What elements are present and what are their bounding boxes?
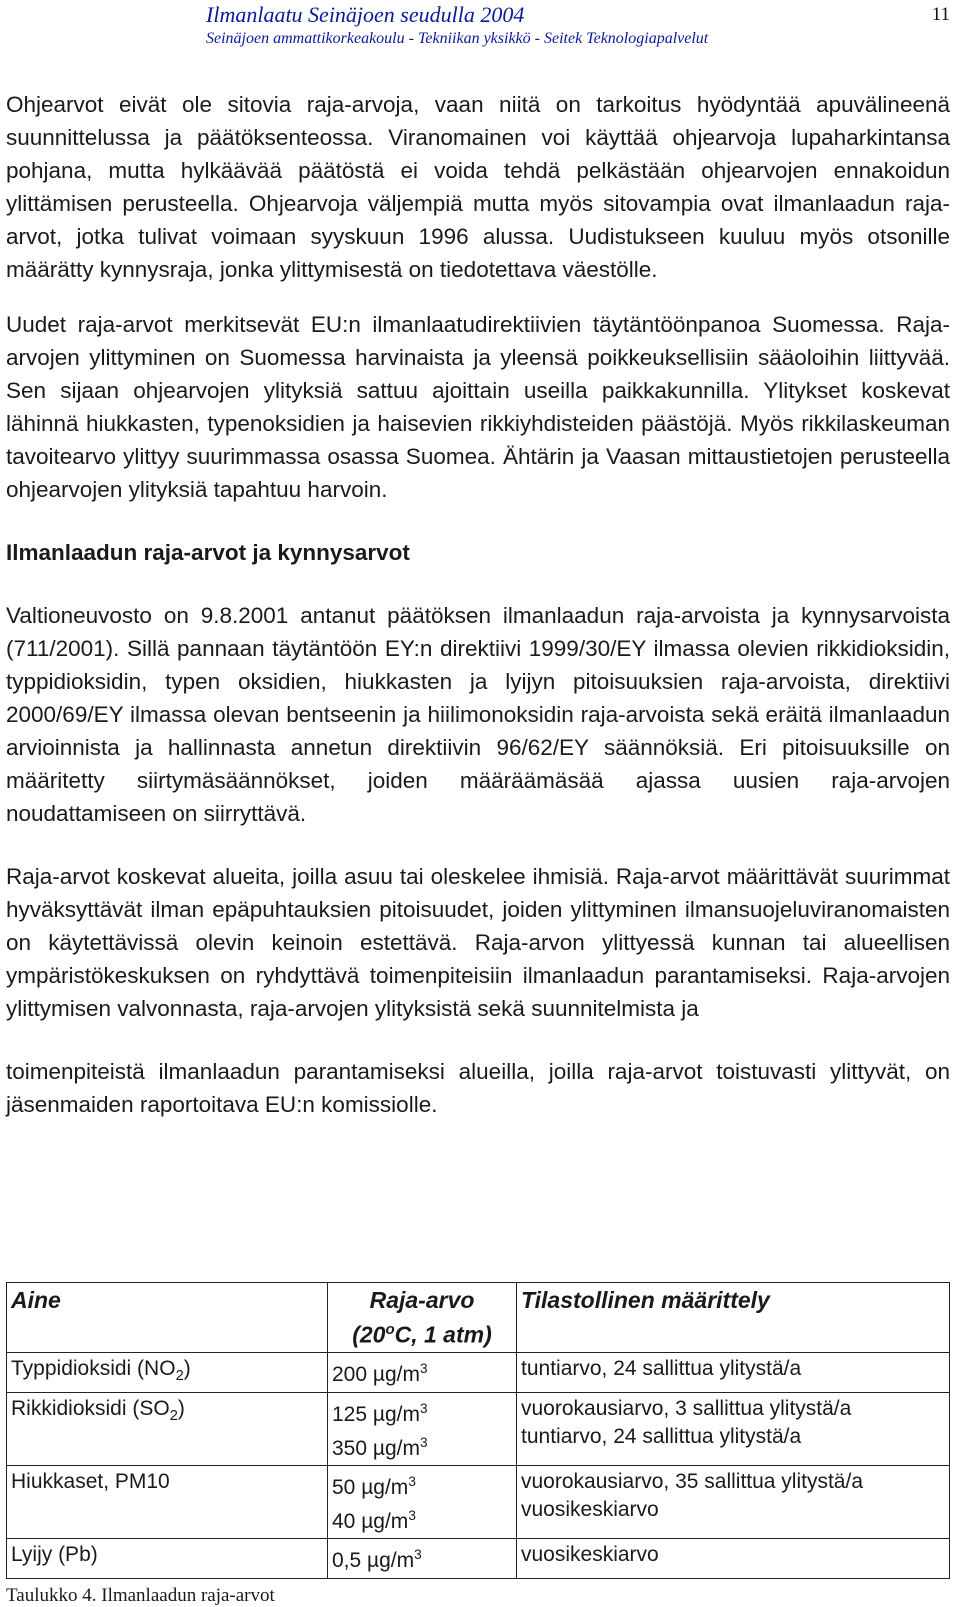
paragraph-1: Ohjearvot eivät ole sitovia raja-arvoja, vaan niitä on tarkoitus hyödyntää apuvälineenä suunnittelussa ja päätöksenteossa. Viranomainen voi käyttää ohjearvoja lupaharkintansa pohjana, mutta hylkäävää päätöstä ei voida tehdä pelkästään ohjearvojen ennakoidun ylittämisen perusteella. Ohjearvoja väljempiä mutta myös sitovampia ovat ilmanlaadun raja-arvot, jotka tulivat voimaan syyskuun 1996 alussa. Uudistukseen kuuluu myös otsonille määrätty kynnysraja, jonka ylittymisestä on tiedotettava väestölle. [6, 92, 950, 282]
table-row [7, 1465, 950, 1538]
page-number: 11 [931, 4, 950, 25]
table-row [7, 1352, 950, 1392]
body-text [6, 88, 950, 1121]
cell-raja-arvo [328, 1392, 517, 1465]
limit-value: 125 $\mu g/m^3$ [332, 1400, 428, 1426]
header-raja-arvo: Raja-arvo (20$^o$C, 1 atm) [328, 1283, 517, 1353]
table-row [7, 1538, 950, 1578]
header-tilastollinen: Tilastollinen määrittely [517, 1283, 950, 1353]
cell-aine: Hiukkaset, PM10 [7, 1465, 328, 1538]
cell-tilastollinen [517, 1465, 950, 1538]
cell-aine: Rikkidioksidi $(SO_2)$ [7, 1392, 328, 1465]
cell-tilastollinen [517, 1392, 950, 1465]
running-header [206, 2, 766, 50]
cell-raja-arvo [328, 1538, 517, 1578]
limit-value: 50 $\mu g/m^3$ [332, 1473, 416, 1499]
section-heading: Ilmanlaadun raja-arvot ja kynnysarvot [6, 540, 410, 565]
header-title: Ilmanlaatu Seinäjoen seudulla 2004 [206, 2, 525, 27]
statistical-definition: vuorokausiarvo, 3 sallittua ylitystä/a [521, 1396, 852, 1420]
cell-tilastollinen [517, 1538, 950, 1578]
paragraph-3: Valtioneuvosto on 9.8.2001 antanut päätöksen ilmanlaadun raja-arvoista ja kynnysarvoista (711/2001). Sillä pannaan täytäntöön EY:n direktiivi 1999/30/EY ilmassa olevien rikkidioksidin, typpidioksidin, typen oksidien, hiukkasten ja lyijyn pitoisuuksien raja-arvoista, direktiivi 2000/69/EY ilmassa olevan bentseenin ja hiilimonoksidin raja-arvoista sekä eräitä ilmanlaadun arvioinnista ja hallinnasta annetun direktiivin 96/62/EY säännöksiä. Eri pitoisuuksille on määritetty siirtymäsäännökset, joiden määräämäsää ajassa uusien raja-arvojen noudattamiseen on siirryttävä. [6, 603, 950, 826]
limit-values-table [6, 1282, 950, 1579]
cell-raja-arvo [328, 1352, 517, 1392]
table-header-row [7, 1283, 950, 1353]
table-row [7, 1392, 950, 1465]
statistical-definition: tuntiarvo, 24 sallittua ylitystä/a [521, 1356, 802, 1380]
limit-value: 0,5 $\mu g/m^3$ [332, 1546, 422, 1572]
limit-value: 200 $\mu g/m^3$ [332, 1360, 428, 1386]
statistical-definition: vuorokausiarvo, 35 sallittua ylitystä/a [521, 1469, 863, 1493]
cell-tilastollinen [517, 1352, 950, 1392]
paragraph-5: toimenpiteistä ilmanlaadun parantamiseksi alueilla, joilla raja-arvot toistuvasti ylittyvät, on jäsenmaiden raportoitava EU:n komissiolle. [6, 1059, 950, 1117]
statistical-definition: vuosikeskiarvo [521, 1497, 659, 1521]
limit-value: 350 $\mu g/m^3$ [332, 1434, 428, 1460]
cell-aine: Typpidioksidi $(NO_2)$ [7, 1352, 328, 1392]
header-aine: Aine [7, 1283, 328, 1353]
cell-aine: Lyijy (Pb) [7, 1538, 328, 1578]
table-caption: Taulukko 4. Ilmanlaadun raja-arvot [6, 1585, 275, 1607]
paragraph-4: Raja-arvot koskevat alueita, joilla asuu tai oleskelee ihmisiä. Raja-arvot määrittävät suurimmat hyväksyttävät ilman epäpuhtauksien pitoisuudet, joiden ylittyminen ilmansuojeluviranomaisten on käytettävissä olevin keinoin estettävä. Raja-arvon ylittyessä kunnan tai alueellisen ympäristökeskuksen on ryhdyttävä toimenpiteisiin ilmanlaadun parantamiseksi. Raja-arvojen ylittymisen valvonnasta, raja-arvojen ylityksistä sekä suunnitelmista ja [6, 864, 950, 1021]
limit-values-table-wrap [6, 1282, 950, 1607]
statistical-definition: tuntiarvo, 24 sallittua ylitystä/a [521, 1424, 802, 1448]
limit-value: 40 $\mu g/m^3$ [332, 1507, 416, 1533]
header-subtitle: Seinäjoen ammattikorkeakoulu - Tekniikan yksikkö - Seitek Teknologiapalvelut [206, 30, 709, 47]
cell-raja-arvo [328, 1465, 517, 1538]
statistical-definition: vuosikeskiarvo [521, 1542, 659, 1566]
paragraph-2: Uudet raja-arvot merkitsevät EU:n ilmanlaatudirektiivien täytäntöönpanoa Suomessa. Raja-arvojen ylittyminen on Suomessa harvinaista ja yleensä poikkeuksellisiin sääoloihin liittyvää. Sen sijaan ohjearvojen ylityksiä sattuu ajoittain useilla paikkakunnilla. Ylitykset koskevat lähinnä hiukkasten, typenoksidien ja haisevien rikkiyhdisteiden päästöjä. Myös rikkilaskeuman tavoitearvo ylittyy suurimmassa osassa Suomea. Ähtärin ja Vaasan mittaustietojen perusteella ohjearvojen ylityksiä tapahtuu harvoin. [6, 312, 950, 502]
